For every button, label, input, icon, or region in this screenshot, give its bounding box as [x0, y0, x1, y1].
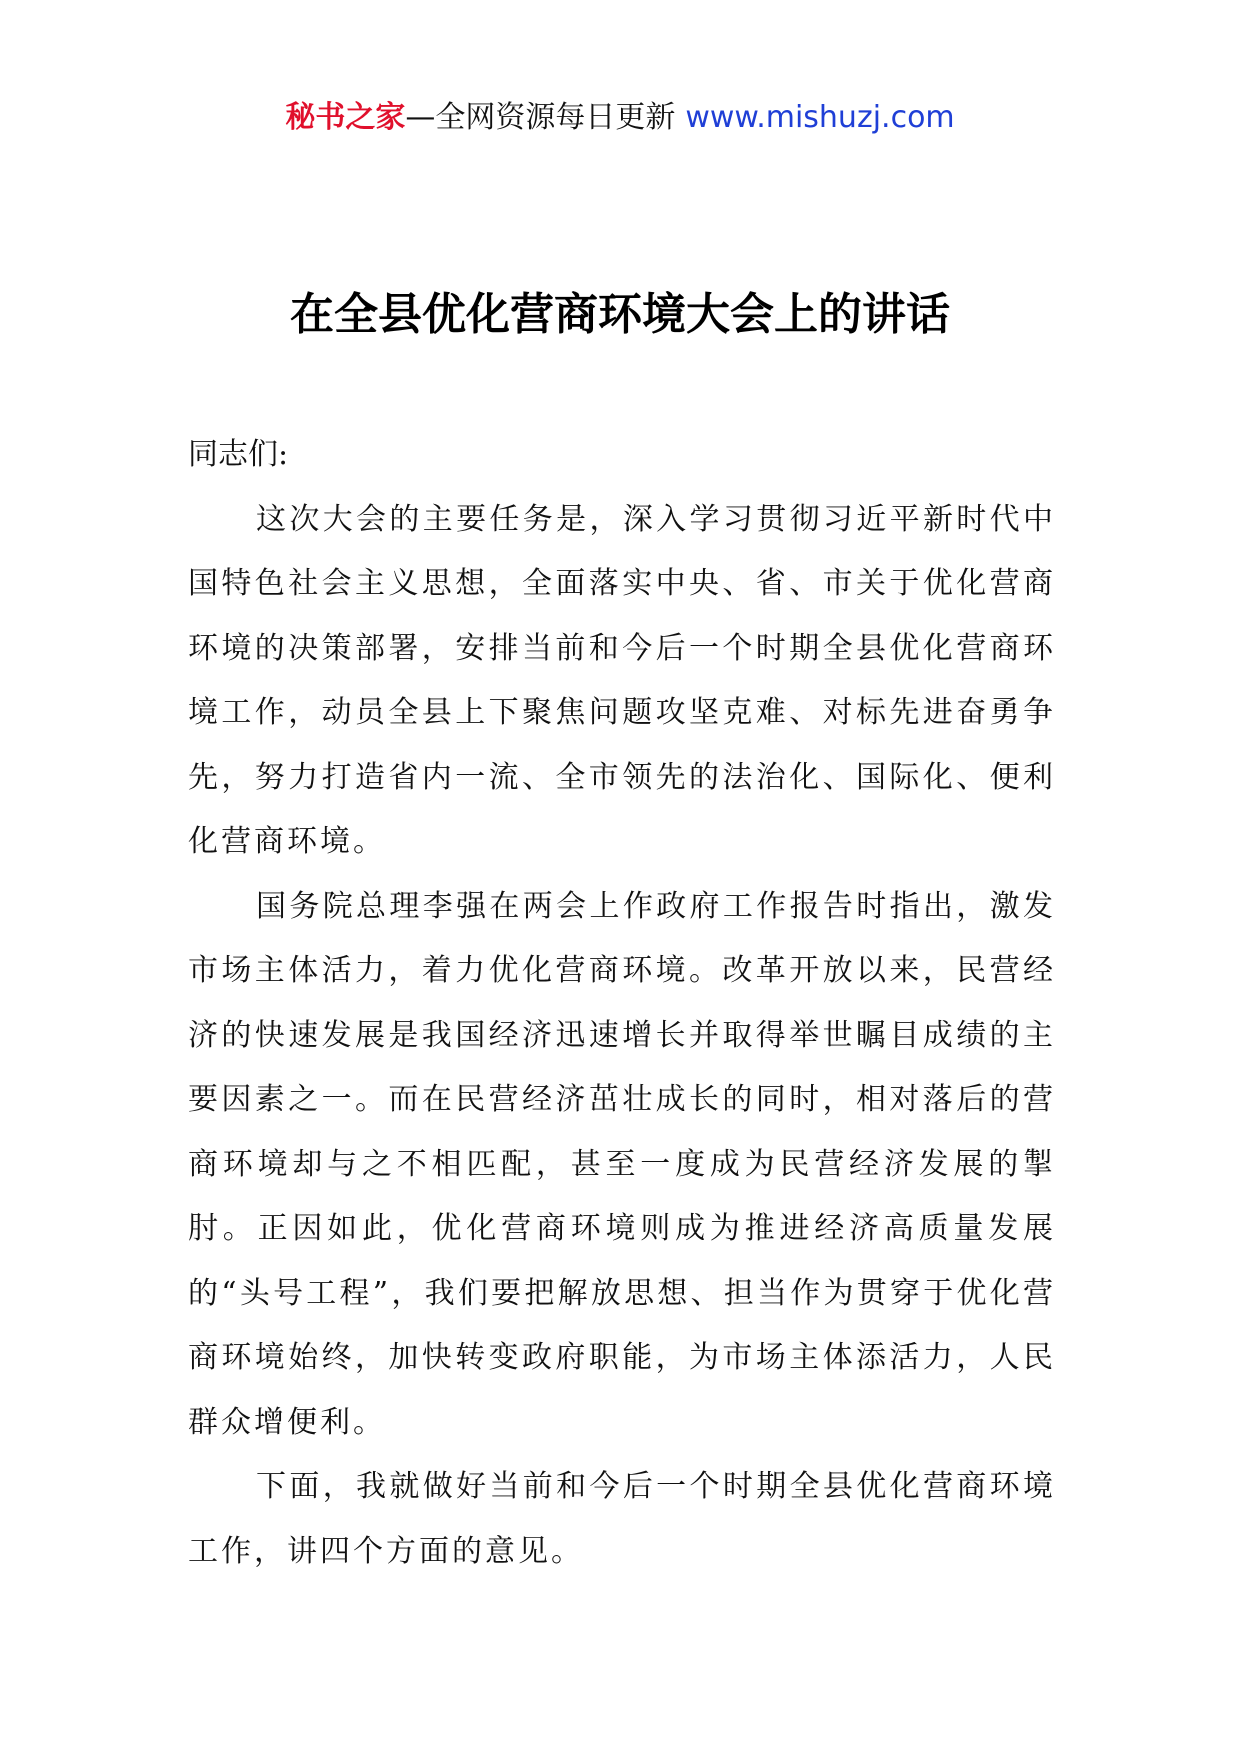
document-title: 在全县优化营商环境大会上的讲话: [290, 289, 950, 340]
site-header: [0, 96, 1240, 140]
brand-name: 秘书之家: [285, 100, 406, 135]
paragraph-3: 下面，我就做好当前和今后一个时期全县优化营商环境工作，讲四个方面的意见。: [188, 1469, 1056, 1569]
site-url-link[interactable]: www.mishuzj.com: [685, 100, 955, 135]
document-body: [188, 423, 1056, 1584]
site-tagline: —全网资源每日更新: [405, 100, 676, 135]
paragraph-2: 国务院总理李强在两会上作政府工作报告时指出，激发市场主体活力，着力优化营商环境。改革开放以来，民营经济的快速发展是我国经济迅速增长并取得举世瞩目成绩的主要因素之一。而在民营经济茁壮成长的同时，相对落后的营商环境却与之不相匹配，甚至一度成为民营经济发展的掣肘。正因如此，优化营商环境则成为推进经济高质量发展的“头号工程”，我们要把解放思想、担当作为贯穿于优化营商环境始终，加快转变政府职能，为市场主体添活力，人民群众增便利。: [188, 888, 1056, 1440]
paragraph-1: 这次大会的主要任务是，深入学习贯彻习近平新时代中国特色社会主义思想，全面落实中央、省、市关于优化营商环境的决策部署，安排当前和今后一个时期全县优化营商环境工作，动员全县上下聚焦问题攻坚克难、对标先进奋勇争先，努力打造省内一流、全市领先的法治化、国际化、便利化营商环境。: [188, 501, 1056, 859]
salutation: 同志们:: [188, 437, 289, 472]
